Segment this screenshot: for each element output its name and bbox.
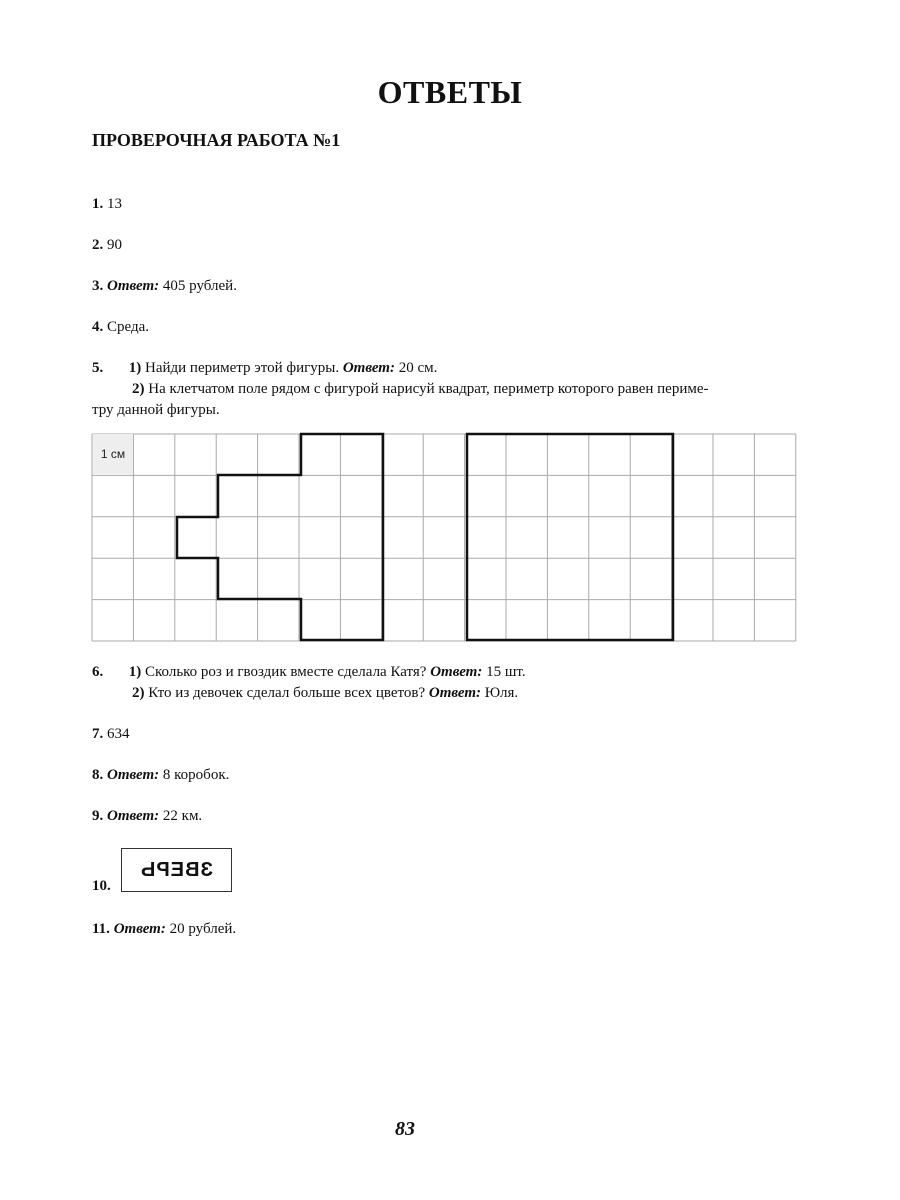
question-number: 4.	[92, 319, 104, 335]
part-number: 2)	[132, 685, 145, 701]
question-text: Найди периметр этой фигуры.	[145, 360, 340, 376]
answer-text: 20 см.	[398, 360, 438, 376]
answer-11	[92, 921, 236, 938]
answer-label: Ответ:	[107, 808, 160, 824]
answer-text: 90	[107, 237, 122, 253]
scale-label: 1 см	[93, 434, 133, 474]
question-number: 11.	[92, 921, 110, 937]
answer-square	[467, 434, 673, 640]
question-number: 8.	[92, 767, 104, 783]
question-number: 3.	[92, 278, 104, 294]
answer-label: Ответ:	[342, 360, 395, 376]
question-text: Сколько роз и гвоздик вместе сделала Катя?	[145, 664, 427, 680]
question-text: На клетчатом поле рядом с фигурой нарисуй квадрат, периметр которого равен периме-	[148, 381, 709, 397]
part-number: 2)	[132, 381, 145, 397]
part-number: 1)	[128, 360, 142, 376]
question-number: 7.	[92, 726, 104, 742]
answer-label: Ответ:	[430, 664, 483, 680]
answer-text: 634	[107, 726, 130, 742]
answer-10-number	[92, 878, 111, 895]
answer-text: 8 коробок.	[162, 767, 230, 783]
question-text: Кто из девочек сделал больше всех цветов?	[148, 685, 426, 701]
answer-label: Ответ:	[428, 685, 482, 701]
question-number: 9.	[92, 808, 104, 824]
answer-9	[92, 808, 202, 825]
answer-text: Юля.	[484, 685, 519, 701]
answer-text: 15 шт.	[486, 664, 526, 680]
page-title: ОТВЕТЫ	[377, 74, 523, 110]
answer-label: Ответ:	[107, 278, 160, 294]
question-number: 5.	[92, 360, 104, 376]
answer-text: 22 км.	[162, 808, 203, 824]
answer-text: 20 рублей.	[169, 921, 237, 937]
page-number: 83	[395, 1118, 415, 1140]
question-number: 6.	[92, 664, 104, 680]
answer-8	[92, 767, 229, 784]
question-number: 2.	[92, 237, 104, 253]
answer-text: Среда.	[107, 319, 150, 335]
answer-7	[92, 726, 130, 743]
given-shape	[177, 434, 383, 640]
answer-5-part-2-continued: тру данной фигуры.	[92, 402, 220, 418]
section-title: ПРОВЕРОЧНАЯ РАБОТА №1	[92, 130, 341, 150]
answer-label: Ответ:	[113, 921, 166, 937]
answer-6-part-2	[132, 685, 518, 702]
grid-lines	[92, 434, 796, 641]
answer-text: 405 рублей.	[162, 278, 237, 294]
answer-6-part-1	[92, 664, 526, 681]
mirrored-word-box	[121, 848, 232, 892]
part-number: 1)	[128, 664, 142, 680]
mirrored-word: ЗВЕРЬ	[139, 859, 214, 881]
question-number: 1.	[92, 196, 104, 212]
answer-text: 13	[107, 196, 122, 212]
question-number: 10.	[92, 878, 111, 894]
answer-label: Ответ:	[107, 767, 160, 783]
